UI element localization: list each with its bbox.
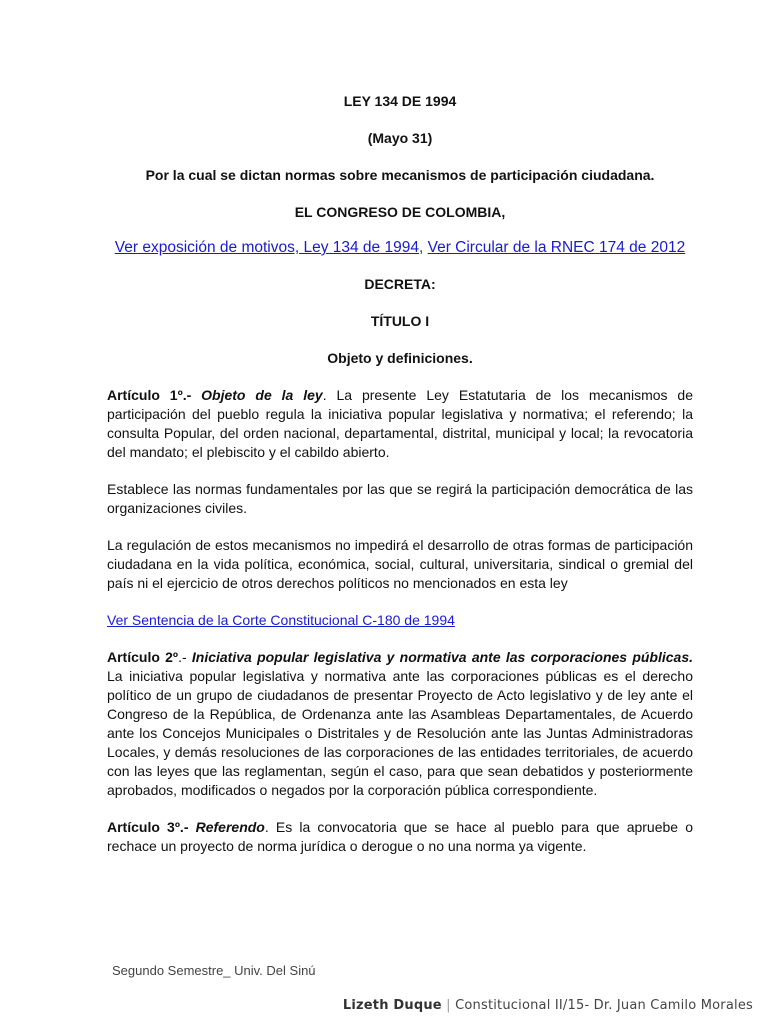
- footer-credit: [343, 996, 753, 1015]
- article-1: [107, 386, 693, 462]
- article-2: [107, 648, 693, 800]
- reference-links: [107, 237, 693, 259]
- article-3-heading: Referendo: [195, 819, 265, 835]
- article-1-paragraph-2: Establece las normas fundamentales por las que se regirá la participación democrática de las organizaciones civiles.: [107, 481, 693, 516]
- article-2-text: La iniciativa popular legislativa y normativa ante las corporaciones públicas es el derecho político de un grupo de ciudadanos de presentar Proyecto de Acto legislativo y de ley ante el Congreso de la República, de Ordenanza ante las Asambleas Departamentales, de Acuerdo ante los Concejos Municipales o Distritales y de Resolución ante las Juntas Administradoras Locales, y demás resoluciones de las corporaciones de las entidades territoriales, de acuerdo con las leyes que las reglamentan, según el caso, para que sean debatidos y posteriormente aprobados, modificados o negados por la corporación pública correspondiente.: [107, 668, 693, 798]
- link-separator: ,: [418, 239, 424, 256]
- document-body: [107, 92, 693, 874]
- titulo-heading: TÍTULO I: [370, 313, 430, 329]
- article-1-heading: Objeto de la ley: [201, 387, 323, 403]
- article-3-text: . Es la convocatoria que se hace al pueblo para que apruebe o rechace un proyecto de norma jurídica o derogue o no una norma ya vigente.: [107, 819, 693, 854]
- law-date: (Mayo 31): [367, 130, 433, 146]
- circular-rnec-link[interactable]: Ver Circular de la RNEC 174 de 2012: [427, 239, 686, 256]
- exposicion-motivos-link[interactable]: Ver exposición de motivos, Ley 134 de 1994: [114, 239, 419, 256]
- footer-semester: Segundo Semestre_ Univ. Del Sinú: [112, 963, 316, 978]
- footer-pipe: |: [446, 998, 451, 1013]
- article-1-label: Artículo 1º.-: [107, 387, 192, 403]
- article-2-dash: .-: [178, 649, 187, 665]
- law-subtitle: Por la cual se dictan normas sobre mecanismos de participación ciudadana.: [145, 167, 655, 183]
- article-1-paragraph-3: La regulación de estos mecanismos no impedirá el desarrollo de otras formas de participación ciudadana en la vida política, económica, social, cultural, universitaria, sindical o gremial del país ni el ejercicio de otros derechos políticos no mencionados en esta ley: [107, 537, 693, 591]
- titulo-name: Objeto y definiciones.: [327, 350, 473, 366]
- footer-course: Constitucional II/15- Dr. Juan Camilo Morales: [455, 998, 753, 1013]
- decreta-heading: DECRETA:: [364, 276, 436, 292]
- article-3: [107, 818, 693, 856]
- article-2-heading: Iniciativa popular legislativa y normativa ante las corporaciones públicas.: [191, 649, 694, 665]
- law-title: LEY 134 DE 1994: [343, 93, 457, 109]
- article-2-label: Artículo 2º: [107, 649, 179, 665]
- article-1-text: . La presente Ley Estatutaria de los mecanismos de participación del pueblo regula la iniciativa popular legislativa y normativa; el referendo; la consulta Popular, del orden nacional, departamental, distrital, municipal y local; la revocatoria del mandato; el plebiscito y el cabildo abierto.: [107, 387, 693, 460]
- sentencia-paragraph: [107, 611, 693, 630]
- sentencia-link[interactable]: Ver Sentencia de la Corte Constitucional C-180 de 1994: [107, 612, 455, 628]
- article-3-label: Artículo 3º.-: [107, 819, 189, 835]
- law-issuer: EL CONGRESO DE COLOMBIA,: [294, 204, 506, 220]
- footer-author: Lizeth Duque: [342, 998, 442, 1013]
